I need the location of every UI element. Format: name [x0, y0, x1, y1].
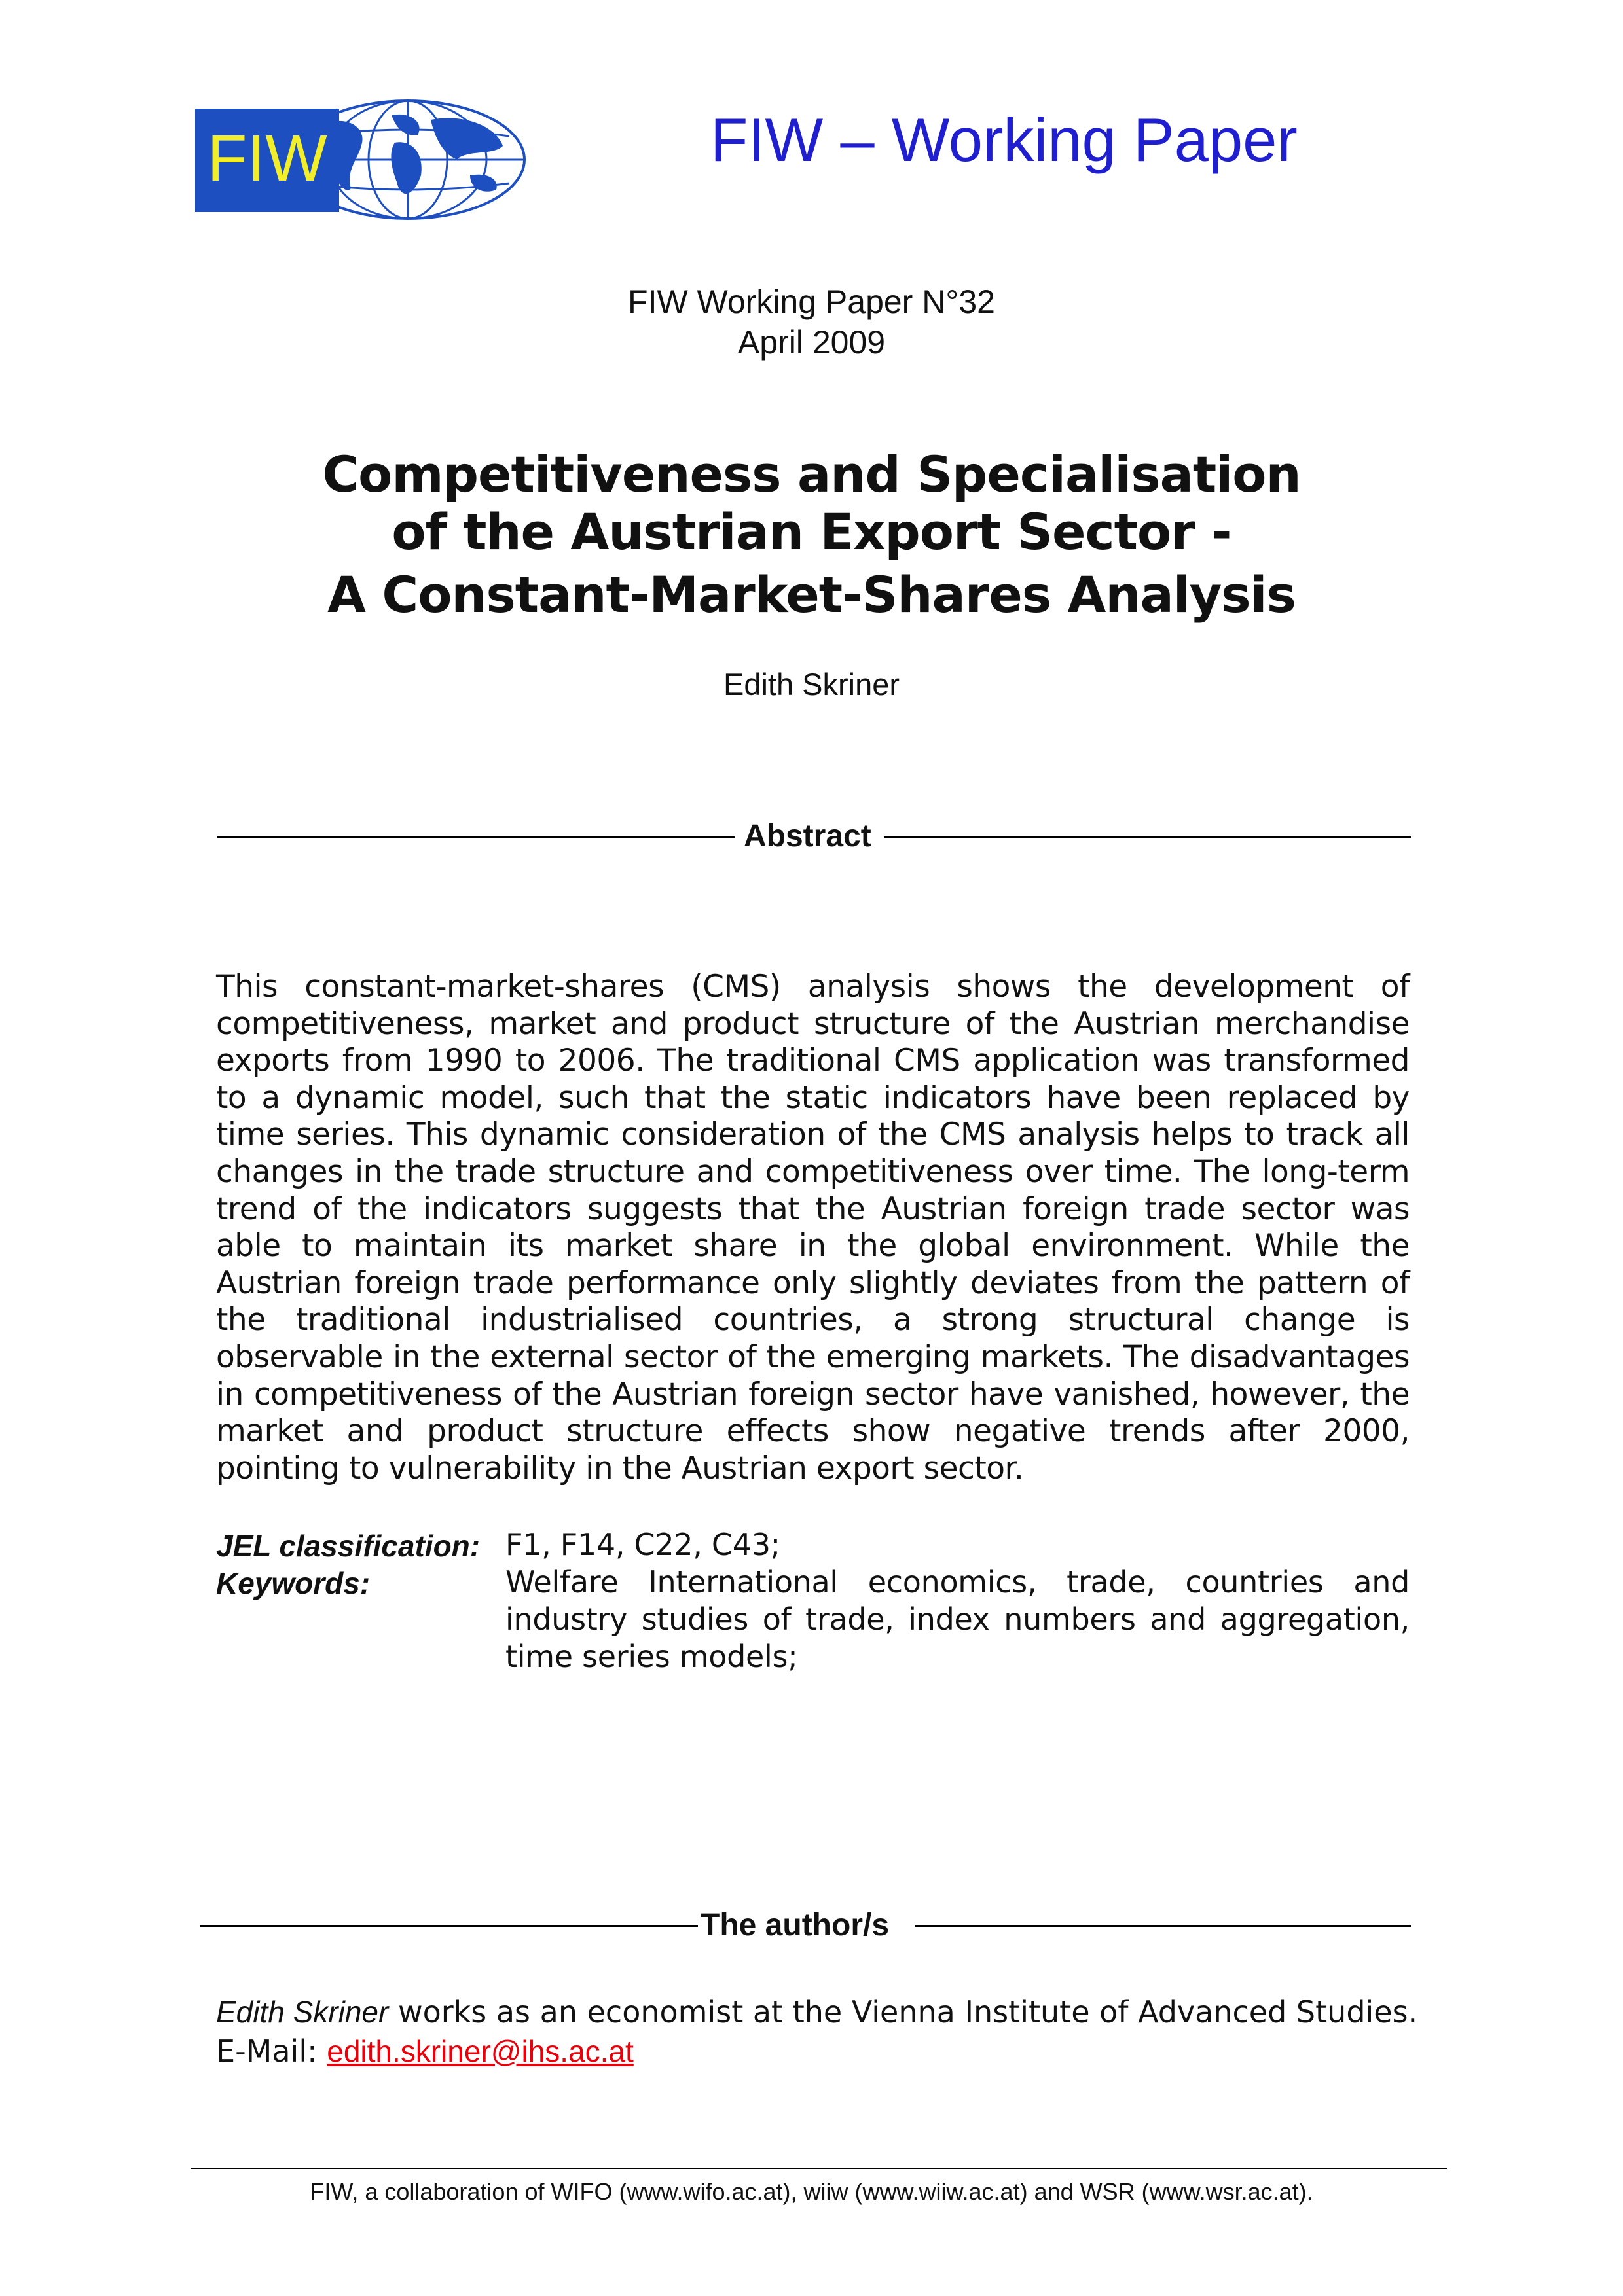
author-bio — [216, 1994, 1417, 2030]
abstract-rule-right — [884, 836, 1411, 838]
paper-title-line-1: Competitiveness and Specialisation — [322, 445, 1301, 503]
author-section-heading: The author/s — [701, 1908, 890, 1943]
email-label: E-Mail: — [216, 2034, 327, 2069]
author-bio-text: works as an economist at the Vienna Institute of Advanced Studies. — [388, 1994, 1418, 2030]
paper-title-line-3: A Constant-Market-Shares Analysis — [327, 565, 1296, 624]
publication-date: April 2009 — [737, 324, 886, 361]
working-paper-number: FIW Working Paper N°32 — [628, 283, 995, 320]
abstract-rule-left — [217, 836, 735, 838]
keywords-value: Welfare International economics, trade, countries and industry studies of trade, index numbers and aggregation, time series models; — [505, 1564, 1410, 1674]
abstract-heading: Abstract — [744, 819, 871, 853]
jel-label: JEL classification: — [216, 1529, 481, 1563]
author-rule-left — [200, 1925, 698, 1927]
fiw-logo — [195, 97, 526, 223]
abstract-body: This constant-market-shares (CMS) analysis shows the development of competitiveness, market and product structure of the Austrian merchandise exports from 1990 to 2006. The traditional CMS application was transformed to a dynamic model, such that the static indicators have been replaced by time series. This dynamic consideration of the CMS analysis helps to track all changes in the trade structure and competitiveness over time. The long-term trend of the indicators suggests that the Austrian foreign trade sector was able to maintain its market share in the global environment. While the Austrian foreign trade performance only slightly deviates from the pattern of the traditional industrialised countries, a strong structural change is observable in the external sector of the emerging markets. The disadvantages in competitiveness of the Austrian foreign sector have vanished, however, the market and product structure effects show negative trends after 2000, pointing to vulnerability in the Austrian export sector. — [216, 969, 1410, 1486]
footer-text: FIW, a collaboration of WIFO (www.wifo.ac.at), wiiw (www.wiiw.ac.at) and WSR (www.wsr.ac.at). — [310, 2178, 1313, 2205]
keywords-label: Keywords: — [216, 1566, 371, 1600]
email-line — [216, 2034, 634, 2069]
footer-rule — [191, 2168, 1447, 2169]
series-title: FIW – Working Paper — [710, 105, 1298, 174]
paper-title-line-2: of the Austrian Export Sector - — [392, 503, 1231, 561]
author-rule-right — [915, 1925, 1411, 1927]
svg-text:FIW: FIW — [207, 122, 327, 195]
jel-value: F1, F14, C22, C43; — [505, 1527, 780, 1562]
author-name: Edith Skriner — [723, 667, 900, 702]
author-bio-name: Edith Skriner — [216, 1995, 389, 2029]
email-link[interactable]: edith.skriner@ihs.ac.at — [327, 2034, 634, 2068]
